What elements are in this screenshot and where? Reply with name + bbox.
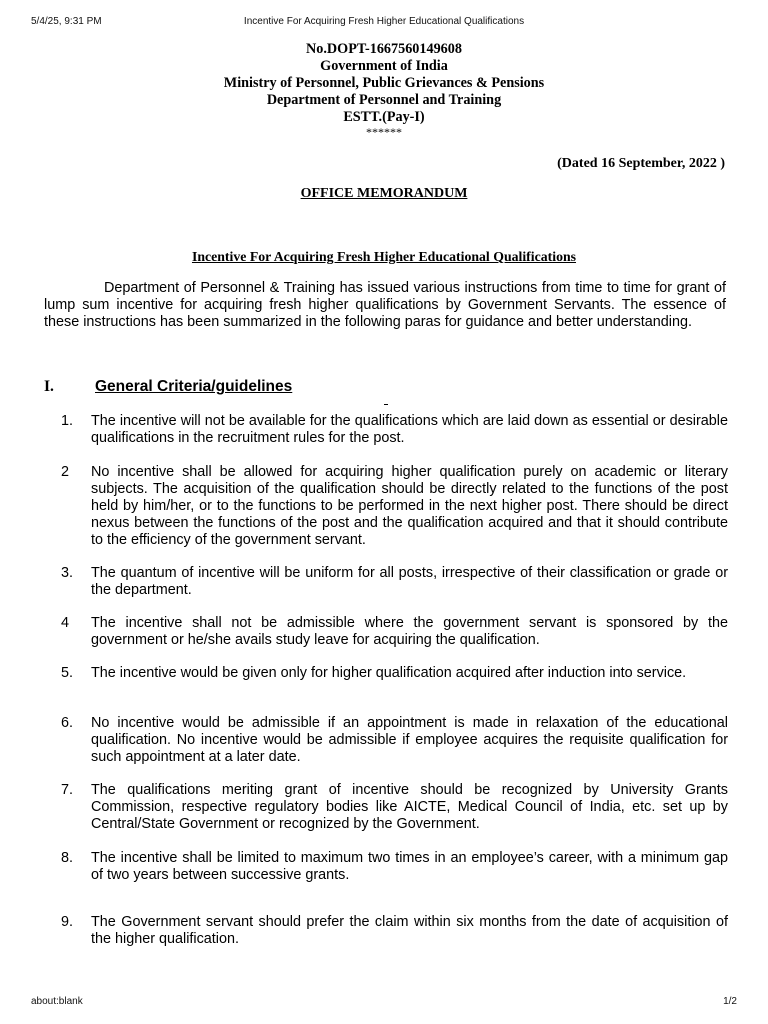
list-item-text: The qualifications meriting grant of incentive should be recognized by University Grants Commission, respective regulatory bodies like AICTE, Medical Council of India, etc. set up by Central/State Government or recognized by the Government. (91, 782, 728, 832)
section-heading (44, 378, 292, 396)
list-item (61, 782, 728, 833)
list-item-text: The incentive would be given only for higher qualification acquired after induction into service. (91, 665, 687, 681)
section-title: General Criteria/guidelines (95, 378, 293, 395)
list-item (61, 850, 728, 884)
memo-title: OFFICE MEMORANDUM (300, 186, 468, 201)
letterhead-section: ESTT.(Pay-I) (343, 109, 425, 125)
intro-paragraph: Department of Personnel & Training has issued various instructions from time to time for grant of lump sum incentive for acquiring fresh higher qualifications by Government Servants. The essence of these instructions has been summarized in the following paras for guidance and better understanding. (44, 280, 726, 330)
list-item-number: 8. (61, 850, 74, 866)
list-item-text: The incentive shall not be admissible where the government servant is sponsored by the government or he/she avails study leave for acquiring the qualification. (91, 615, 728, 648)
print-timestamp: 5/4/25, 9:31 PM (31, 16, 102, 27)
reference-number: No.DOPT-1667560149608 (306, 41, 462, 57)
list-item (61, 715, 728, 766)
list-item (61, 565, 728, 599)
print-page-indicator: 1/2 (723, 996, 737, 1007)
list-item (61, 464, 728, 549)
list-item-text: The quantum of incentive will be uniform for all posts, irrespective of their classification or grade or the department. (91, 565, 728, 598)
print-footer (0, 996, 768, 1010)
list-item-text: The Government servant should prefer the claim within six months from the date of acquisition of the higher qualification. (91, 914, 728, 947)
list-item (61, 615, 728, 649)
list-item-number: 1. (61, 413, 74, 429)
list-item-number: 3. (61, 565, 74, 581)
list-item-number: 6. (61, 715, 74, 731)
list-item-text: No incentive shall be allowed for acquiring higher qualification purely on academic or literary subjects. The acquisition of the qualification should be directly related to the functions of the post held by him/her, or to the functions to be performed in the next higher post. There should be direct nexus between the functions of the post and the qualification acquired and that it should contribute to the efficiency of the government servant. (91, 464, 728, 548)
list-item (61, 665, 728, 682)
memo-date: (Dated 16 September, 2022 ) (557, 156, 725, 171)
list-item (61, 413, 728, 447)
list-item-number: 7. (61, 782, 74, 798)
memo-subject: Incentive For Acquiring Fresh Higher Educational Qualifications (191, 249, 577, 264)
letterhead-department: Department of Personnel and Training (266, 92, 502, 108)
list-item-text: The incentive shall be limited to maximum two times in an employee’s career, with a minimum gap of two years between successive grants. (91, 850, 728, 883)
list-item-text: The incentive will not be available for the qualifications which are laid down as essential or desirable qualifications in the recruitment rules for the post. (91, 413, 728, 446)
list-item-number: 5. (61, 665, 74, 681)
list-item-text: No incentive would be admissible if an appointment is made in relaxation of the educational qualification. No incentive would be admissible if employee acquires the requisite qualification for such appointment at a later date. (91, 715, 728, 765)
stray-mark (384, 404, 388, 405)
letterhead (0, 41, 768, 138)
letterhead-ministry: Ministry of Personnel, Public Grievances & Pensions (223, 75, 545, 91)
print-url: about:blank (31, 996, 83, 1007)
letterhead-stars: ****** (366, 125, 402, 139)
print-header (0, 16, 768, 30)
section-number: I. (44, 378, 54, 395)
list-item-number: 2 (61, 464, 70, 480)
list-item-number: 4 (61, 615, 70, 631)
list-item-number: 9. (61, 914, 74, 930)
letterhead-government: Government of India (320, 58, 448, 74)
print-page-title: Incentive For Acquiring Fresh Higher Educational Qualifications (243, 16, 525, 27)
list-item (61, 914, 728, 948)
